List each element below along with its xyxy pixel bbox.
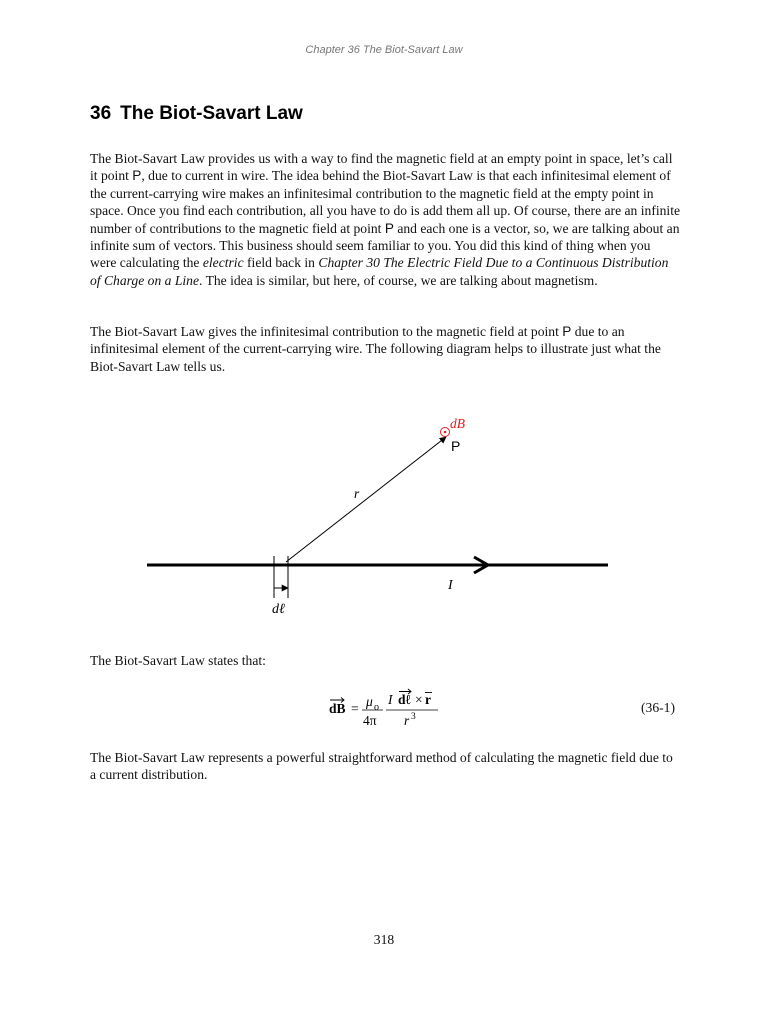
biot-savart-diagram (0, 400, 768, 620)
eq-rhat: r (425, 692, 431, 707)
paragraph-diagram-intro (90, 323, 680, 375)
paragraph-law-statement: The Biot-Savart Law states that: (90, 653, 266, 668)
dB-dot-icon (444, 431, 447, 434)
r-vector (286, 437, 446, 562)
chapter-reference: Chapter 30 The Electric Field Due to a Continuous Distribution of Charge on a Line (90, 255, 669, 288)
running-head: Chapter 36 The Biot-Savart Law (305, 44, 463, 56)
emphasis-electric: electric (202, 255, 244, 271)
equation-number: (36-1) (641, 700, 675, 715)
text-run: and each one is a vector, so, we are talking about an infinite sum of vectors. This business should seem familiar to you. You did this kind of thing when you were calculating the (90, 220, 680, 271)
eq-r-denominator: r (404, 713, 410, 728)
eq-current: I (388, 692, 393, 707)
text-run: . The idea is similar, but here, of course, we are talking about magnetism. (199, 272, 598, 288)
text-run: field back in (243, 255, 319, 271)
equation-svg (324, 686, 444, 730)
chapter-number: 36 (90, 103, 112, 124)
chapter-title (90, 103, 303, 125)
paragraph-intro (90, 150, 680, 289)
eq-mu-sub: o (374, 702, 379, 713)
eq-mu: μ (366, 694, 373, 709)
point-p-ref: P (384, 220, 394, 236)
point-p-ref: P (562, 324, 572, 339)
label-dl: dℓ (272, 602, 285, 617)
eq-equals: = (351, 701, 359, 716)
label-dB: dB (450, 416, 465, 431)
label-r: r (354, 486, 360, 501)
label-P: P (451, 438, 461, 454)
eq-four-pi: 4π (363, 713, 377, 728)
eq-r-exponent: 3 (411, 712, 416, 722)
page-number: 318 (373, 932, 395, 947)
paragraph-summary: The Biot-Savart Law represents a powerful straightforward method of calculating the magnetic field due to a current distribution. (90, 750, 673, 783)
text-run: The Biot-Savart Law provides us with a way to find the magnetic field at an empty point in space, let’s call it point (90, 151, 673, 184)
eq-times: × (415, 692, 423, 707)
text-run: The Biot-Savart Law gives the infinitesimal contribution to the magnetic field at point (90, 324, 563, 339)
equation-36-1 (0, 686, 768, 730)
eq-dl: dℓ (398, 692, 411, 707)
point-p-ref: P (132, 168, 142, 184)
label-I: I (448, 578, 453, 593)
text-run: , due to current in wire. The idea behind the Biot-Savart Law is that each infinitesimal element of the current-carrying wire makes an infinitesimal contribution to the magnetic field at the empty point in space. Once you find each contribution, all you have to do is add them all up. Of course, there are an infinite number of contributions to the magnetic field at point (90, 168, 681, 236)
eq-lhs: dB (329, 701, 346, 716)
text-run: due to an infinitesimal element of the current-carrying wire. The following diagram helps to illustrate just what the Biot-Savart Law tells us. (90, 324, 661, 374)
chapter-title-text: The Biot-Savart Law (120, 103, 303, 124)
